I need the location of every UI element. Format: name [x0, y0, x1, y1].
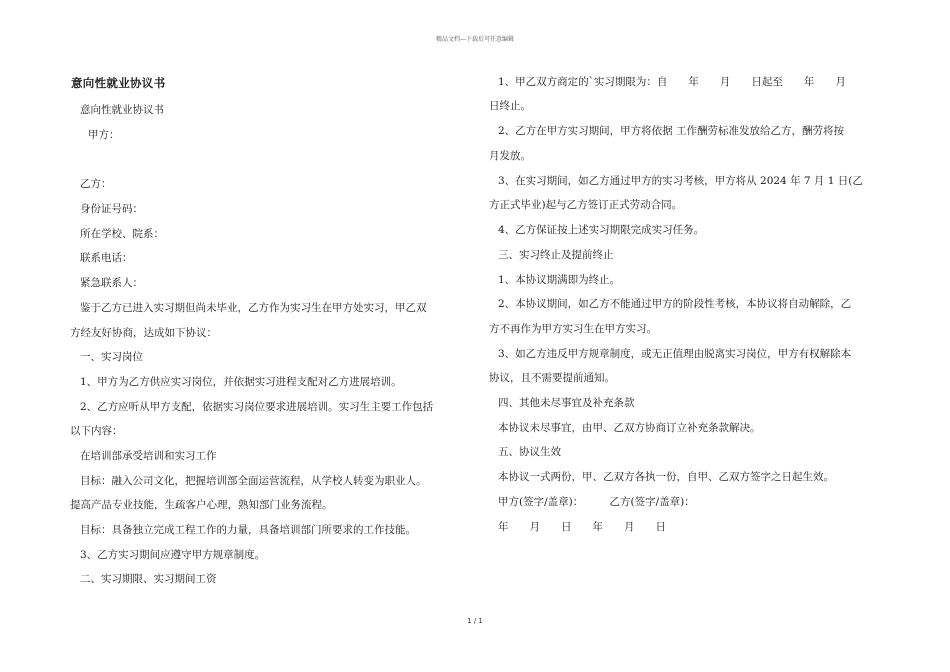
right-text-line: 3、如乙方违反甲方规章制度，或无正值理由脱离实习岗位，甲方有权解除本 — [498, 348, 852, 360]
left-text-line: 3、乙方实习期间应遵守甲方规章制度。 — [80, 549, 266, 561]
left-text-line: 意向性就业协议书 — [80, 104, 164, 116]
right-text-line: 方不再作为甲方实习生在甲方实习。 — [489, 323, 657, 335]
right-text-line: 1、本协议期满即为终止。 — [498, 274, 621, 286]
left-text-line: 身份证号码： — [80, 203, 143, 215]
right-text-line: 本协议一式两份，甲、乙双方各执一份，自甲、乙双方签字之日起生效。 — [498, 471, 834, 483]
left-text-line: 以下内容： — [70, 425, 123, 437]
left-text-line: 目标：融入公司文化，把握培训部全面运营流程，从学校人转变为职业人。 — [80, 475, 427, 487]
left-text-line: 2、乙方应听从甲方支配，依据实习岗位要求进展培训。实习生主要工作包括 — [80, 401, 434, 413]
right-text-line: 协议，且不需要提前通知。 — [489, 372, 615, 384]
right-text-line: 三、实习终止及提前终止 — [498, 249, 614, 261]
right-text-line: 本协议未尽事宜，由甲、乙双方协商订立补充条款解决。 — [498, 422, 761, 434]
left-text-line: 联系电话： — [80, 252, 133, 264]
left-text-line: 乙方： — [80, 178, 112, 190]
right-text-line: 4、乙方保证按上述实习期限完成实习任务。 — [498, 224, 705, 236]
right-text-line: 年 月 日 年 月 日 — [498, 521, 666, 533]
right-text-line: 3、在实习期间，如乙方通过甲方的实习考核，甲方将从 2024 年 7 月 1 日(乙 — [498, 175, 863, 187]
right-text-line: 1、甲乙双方商定的`实习期限为：自 年 月 日起至 年 月 — [498, 76, 846, 88]
left-text-line: 甲方： — [88, 129, 120, 141]
right-text-line: 2、乙方在甲方实习期间，甲方将依据 工作酬劳标准发放给乙方，酬劳将按 — [498, 125, 845, 137]
right-text-line: 方正式毕业)起与乙方签订正式劳动合同。 — [489, 199, 683, 211]
right-text-line: 甲方(签字/盖章)： 乙方(签字/盖章)： — [498, 496, 695, 508]
left-text-line: 一、实习岗位 — [80, 351, 143, 363]
left-text-line: 二、实习期限、实习期间工资 — [80, 573, 217, 585]
left-text-line: 目标：具备独立完成工程工作的力量，具备培训部门所要求的工作技能。 — [80, 524, 416, 536]
left-text-line: 紧急联系人： — [80, 277, 143, 289]
page-header: 精品文档---下载后可任意编辑 — [435, 36, 515, 43]
right-text-line: 五、协议生效 — [498, 446, 561, 458]
right-text-line: 月发放。 — [489, 150, 531, 162]
left-text-line: 鉴于乙方已进入实习期但尚未毕业，乙方作为实习生在甲方处实习，甲乙双 — [80, 302, 427, 314]
right-text-line: 日终止。 — [489, 100, 531, 112]
left-text-line: 所在学校、院系： — [80, 228, 164, 240]
left-text-line: 在培训部承受培训和实习工作 — [80, 450, 217, 462]
right-text-line: 2、本协议期间，如乙方不能通过甲方的阶段性考核，本协议将自动解除，乙 — [498, 298, 852, 310]
left-text-line: 方经友好协商，达成如下协议： — [70, 327, 217, 339]
page-number: 1 / 1 — [467, 617, 483, 625]
left-text-line: 1、甲方为乙方供应实习岗位，并依据实习进程支配对乙方进展培训。 — [80, 376, 402, 388]
left-text-line: 提高产品专业技能，生疏客户心理，熟知部门业务流程。 — [70, 499, 333, 511]
right-text-line: 四、其他未尽事宜及补充条款 — [498, 397, 635, 409]
document-title: 意向性就业协议书 — [71, 76, 166, 90]
